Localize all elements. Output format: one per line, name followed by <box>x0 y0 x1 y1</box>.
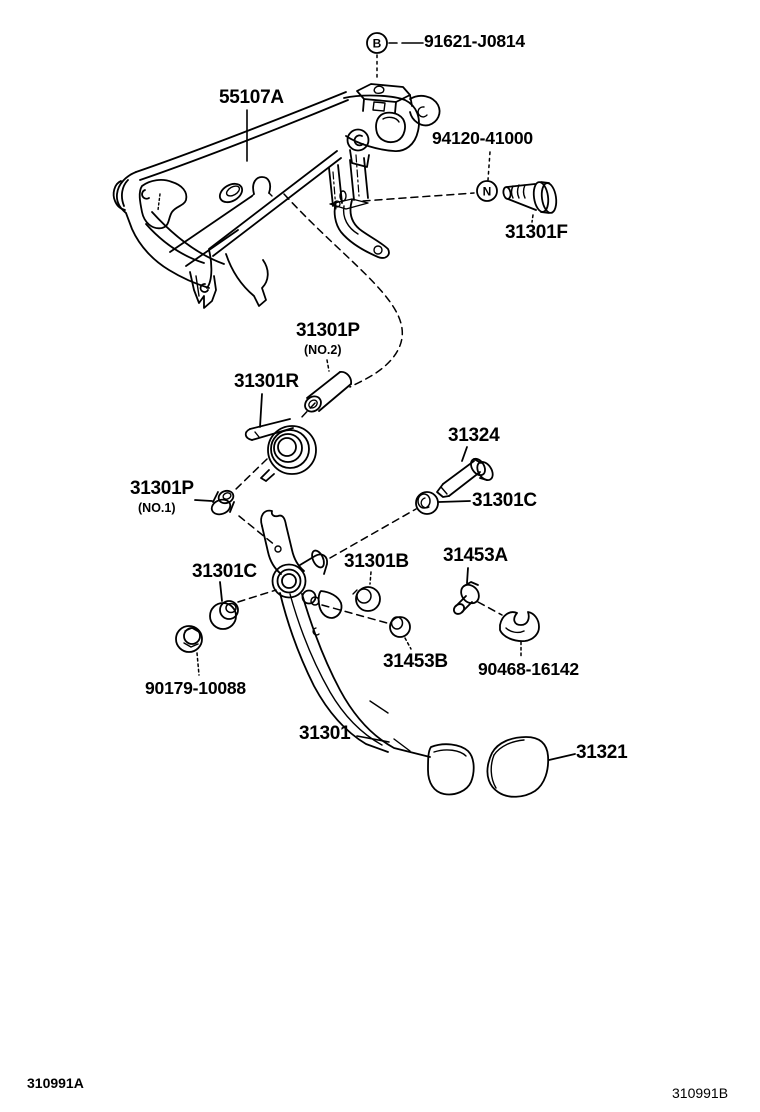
figure-code-right: 310991B <box>672 1085 729 1101</box>
nut-90179-drawing <box>176 626 202 675</box>
nut-symbol-letter: N <box>482 184 492 199</box>
part-label-55107A[interactable]: 55107A <box>219 87 284 108</box>
part-label-31453B[interactable]: 31453B <box>383 651 448 672</box>
bolt-31301f-drawing <box>503 181 559 222</box>
bushing-31453b-drawing <box>390 617 411 649</box>
part-label-31324[interactable]: 31324 <box>448 425 500 446</box>
part-label-31321[interactable]: 31321 <box>576 742 628 763</box>
bushing-31301p-no2-drawing <box>302 360 351 415</box>
part-label-94120-41000[interactable]: 94120-41000 <box>432 128 533 148</box>
grommet-31301b-drawing <box>353 572 380 611</box>
leader-lines <box>247 110 389 742</box>
part-note: (NO.1) <box>138 501 176 515</box>
bolt-symbol-letter: B <box>372 36 382 51</box>
pin-31453a-drawing <box>452 568 483 616</box>
part-number: 31301P <box>130 478 194 499</box>
part-number: 31301P <box>296 320 360 341</box>
figure-code-left: 310991A <box>27 1075 84 1091</box>
collar-31301c-lower-drawing <box>210 582 238 629</box>
part-label-90179-10088[interactable]: 90179-10088 <box>145 678 246 698</box>
pedal-bracket-drawing <box>114 84 440 308</box>
part-label-31453A[interactable]: 31453A <box>443 545 508 566</box>
part-label-31301B[interactable]: 31301B <box>344 551 409 572</box>
clip-90468-drawing <box>500 612 539 658</box>
part-note: (NO.2) <box>304 343 342 357</box>
part-label-31301[interactable]: 31301 <box>299 723 351 744</box>
bushing-31301c-upper-drawing <box>416 492 470 514</box>
part-label-31301C-lower[interactable]: 31301C <box>192 561 257 582</box>
part-label-31301R[interactable]: 31301R <box>234 371 299 392</box>
part-label-31301F[interactable]: 31301F <box>505 222 568 243</box>
pedal-pad-31321-drawing <box>487 737 575 797</box>
part-label-91621-J0814[interactable]: 91621-J0814 <box>424 31 525 51</box>
part-label-31301C-upper[interactable]: 31301C <box>472 490 537 511</box>
bushing-31301p-no1-drawing <box>195 489 235 517</box>
part-label-31301P-no1[interactable] <box>130 479 194 515</box>
part-label-31301P-no2[interactable] <box>296 321 360 357</box>
part-label-90468-16142[interactable]: 90468-16142 <box>478 659 579 679</box>
